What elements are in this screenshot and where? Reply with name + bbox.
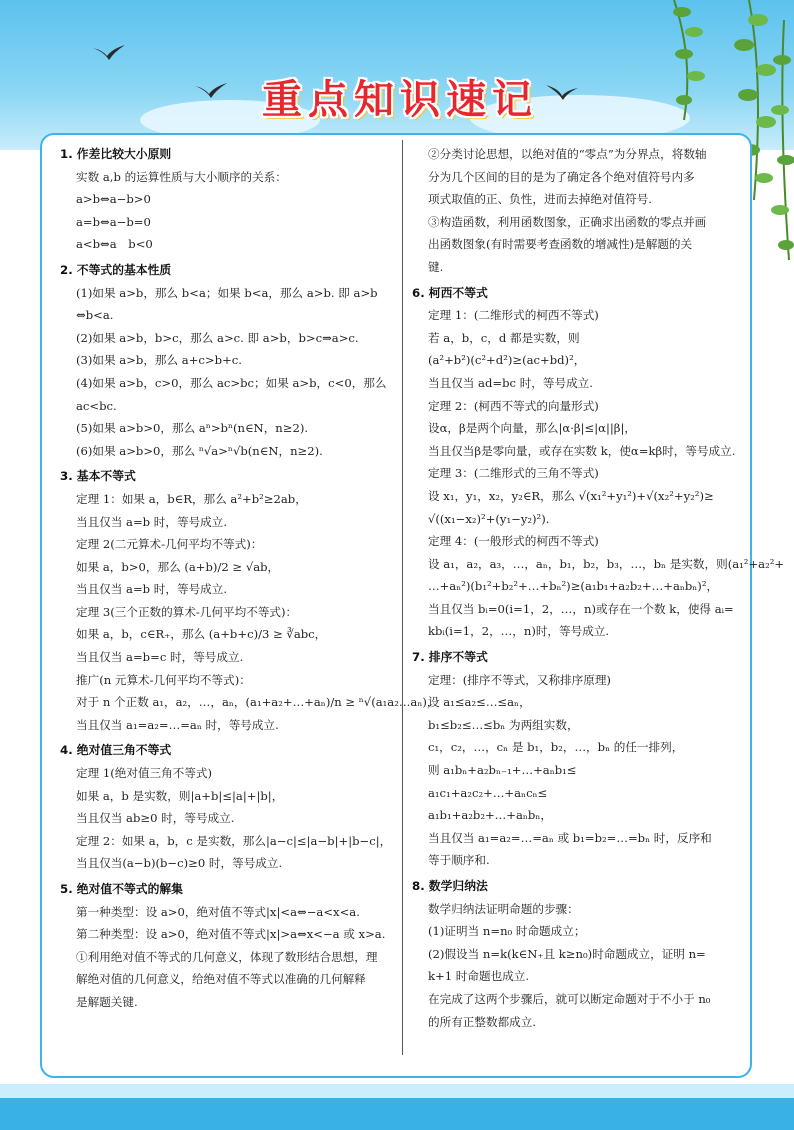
swallow-icon [545,84,579,102]
text-line: 出函数图象(有时需要考查函数的增减性)是解题的关 [428,237,693,252]
text-line: 定理 1(绝对值三角不等式) [76,766,213,781]
text-line: 定理 4：(一般形式的柯西不等式) [428,534,599,549]
page-title: 重点知识速记 [262,77,538,123]
text-line: 设 a₁，a₂，a₃，…，aₙ，b₁，b₂，b₃，…，bₙ 是实数，则(a₁²+a₂²+ [428,556,785,571]
text-line: 定理 3(三个正数的算术-几何平均不等式)： [76,604,298,619]
text-line: 当且仅当 ab≥0 时，等号成立. [76,811,235,826]
text-line: 设 x₁，y₁，x₂，y₂∈R，那么 √(x₁²+y₁²)+√(x₂²+y₂²)≥ [428,488,714,503]
text-line: 第二种类型：设 a>0，绝对值不等式|x|>a⇔x<−a 或 x>a. [76,927,386,942]
text-line: (1)证明当 n=n₀ 时命题成立； [428,924,586,939]
text-line: 如果 a，b，c∈R₊，那么 (a+b+c)/3 ≥ ∛abc， [76,627,327,642]
text-line: 项式取值的正、负性，进而去掉绝对值符号. [428,192,652,207]
text-line: 是解题关键. [76,994,138,1009]
text-line: (3)如果 a>b，那么 a+c>b+c. [76,353,242,368]
text-line: 设 a₁≤a₂≤…≤aₙ， [428,695,531,710]
swallow-icon [92,44,126,62]
text-line: 定理 2：如果 a，b，c 是实数，那么|a−c|≤|a−b|+|b−c|， [76,833,392,848]
text-line: (6)如果 a>b>0，那么 ⁿ√a>ⁿ√b(n∈N，n≥2). [76,443,323,458]
right-column [412,143,785,1033]
section-heading: 2. 不等式的基本性质 [60,262,172,277]
column-divider [402,140,403,1055]
text-line: 当且仅当 a₁=a₂=…=aₙ 或 b₁=b₂=…=bₙ 时，反序和 [428,830,712,845]
text-line: a=b⇔a−b=0 [76,214,151,229]
text-line: 设α，β是两个向量，那么|α·β|≤|α||β|， [428,421,636,436]
text-line: (5)如果 a>b>0，那么 aⁿ>bⁿ(n∈N，n≥2). [76,421,309,436]
text-line: 定理 1：如果 a，b∈R，那么 a²+b²≥2ab， [76,491,307,506]
text-line: 等于顺序和. [428,853,490,868]
section-heading: 8. 数学归纳法 [412,879,488,893]
text-line: 当且仅当 a₁=a₂=…=aₙ 时，等号成立. [76,717,279,732]
text-line: a<b⇔a b<0 [76,237,153,252]
section-heading: 1. 作差比较大小原则 [60,147,172,161]
text-line: …+aₙ²)(b₁²+b₂²+…+bₙ²)≥(a₁b₁+a₂b₂+…+aₙbₙ)²， [428,579,719,594]
left-column [60,143,439,1014]
text-line: 当且仅当β是零向量，或存在实数 k，使α=kβ时，等号成立. [428,443,736,458]
section-heading: 5. 绝对值不等式的解集 [60,882,183,896]
text-line: 定理：(排序不等式，又称排序原理) [428,672,611,687]
text-line: 对于 n 个正数 a₁，a₂，…，aₙ，(a₁+a₂+…+aₙ)/n ≥ ⁿ√(a₁a₂…aₙ)， [76,695,439,710]
text-line: ⇔b<a. [76,308,114,323]
section-heading: 7. 排序不等式 [412,650,488,665]
text-line: 当且仅当 bᵢ=0(i=1，2，…，n)或存在一个数 k，使得 aᵢ= [428,601,734,616]
text-line: (a²+b²)(c²+d²)≥(ac+bd)²， [428,353,586,368]
text-line: 实数 a,b 的运算性质与大小顺序的关系： [76,169,287,184]
text-line: 当且仅当 a=b 时，等号成立. [76,514,228,529]
text-line: 解绝对值的几何意义，给绝对值不等式以准确的几何解释 [76,972,366,987]
text-line: ②分类讨论思想，以绝对值的“零点”为分界点，将数轴 [428,147,707,161]
text-line: 推广(n 元算术-几何平均不等式)： [76,672,251,687]
text-line: b₁≤b₂≤…≤bₙ 为两组实数， [428,717,579,732]
text-line: c₁，c₂，…，cₙ 是 b₁，b₂，…，bₙ 的任一排列， [428,740,684,755]
text-line: 当且仅当 a=b 时，等号成立. [76,582,228,597]
text-line: 键. [428,259,444,274]
text-line: 定理 2(二元算术-几何平均不等式)： [76,537,263,552]
text-line: 分为几个区间的目的是为了确定各个绝对值符号内多 [428,169,695,184]
swallow-icon [194,82,228,100]
text-line: (1)如果 a>b，那么 b<a；如果 b<a，那么 a>b. 即 a>b [76,285,378,300]
text-line: 当且仅当 ad=bc 时，等号成立. [428,375,593,390]
text-line: ③构造函数，利用函数图象，正确求出函数的零点并画 [428,214,707,229]
text-line: 则 a₁bₙ+a₂bₙ₋₁+…+aₙb₁≤ [428,763,577,778]
text-line: a₁b₁+a₂b₂+…+aₙbₙ， [428,808,552,823]
text-line: √((x₁−x₂)²+(y₁−y₂)²). [428,511,550,526]
text-line: 如果 a，b 是实数，则|a+b|≤|a|+|b|， [76,788,284,803]
text-line: a>b⇔a−b>0 [76,192,151,207]
text-line: ac<bc. [76,398,117,413]
text-line: 数学归纳法证明命题的步骤： [428,901,579,916]
text-line: 在完成了这两个步骤后，就可以断定命题对于不小于 n₀ [428,991,711,1006]
text-line: 当且仅当(a−b)(b−c)≥0 时，等号成立. [76,856,283,871]
text-line: 第一种类型：设 a>0，绝对值不等式|x|<a⇔−a<x<a. [76,904,360,919]
text-line: kbᵢ(i=1，2，…，n)时，等号成立. [428,624,610,639]
text-line: (2)如果 a>b，b>c，那么 a>c. 即 a>b，b>c⇒a>c. [76,330,359,345]
text-line: 如果 a，b>0，那么 (a+b)/2 ≥ √ab， [76,559,280,574]
text-line: 定理 1：(二维形式的柯西不等式) [428,308,599,323]
text-line: 若 a，b，c，d 都是实数，则 [428,330,580,345]
text-line: (4)如果 a>b，c>0，那么 ac>bc；如果 a>b，c<0，那么 [76,375,387,390]
text-line: (2)假设当 n=k(k∈N₊且 k≥n₀)时命题成立，证明 n= [428,946,706,961]
section-heading: 3. 基本不等式 [60,469,136,484]
text-line: 当且仅当 a=b=c 时，等号成立. [76,650,244,665]
text-line: a₁c₁+a₂c₂+…+aₙcₙ≤ [428,785,548,800]
section-heading: 4. 绝对值三角不等式 [60,743,172,758]
text-line: ①利用绝对值不等式的几何意义，体现了数形结合思想，理 [76,949,378,964]
text-line: 定理 2：(柯西不等式的向量形式) [428,398,599,413]
footer-bar [0,1084,794,1130]
text-line: k+1 时命题也成立. [428,969,530,984]
text-line: 定理 3：(二维形式的三角不等式) [428,466,599,481]
text-line: 的所有正整数都成立. [428,1014,537,1029]
section-heading: 6. 柯西不等式 [412,285,488,300]
